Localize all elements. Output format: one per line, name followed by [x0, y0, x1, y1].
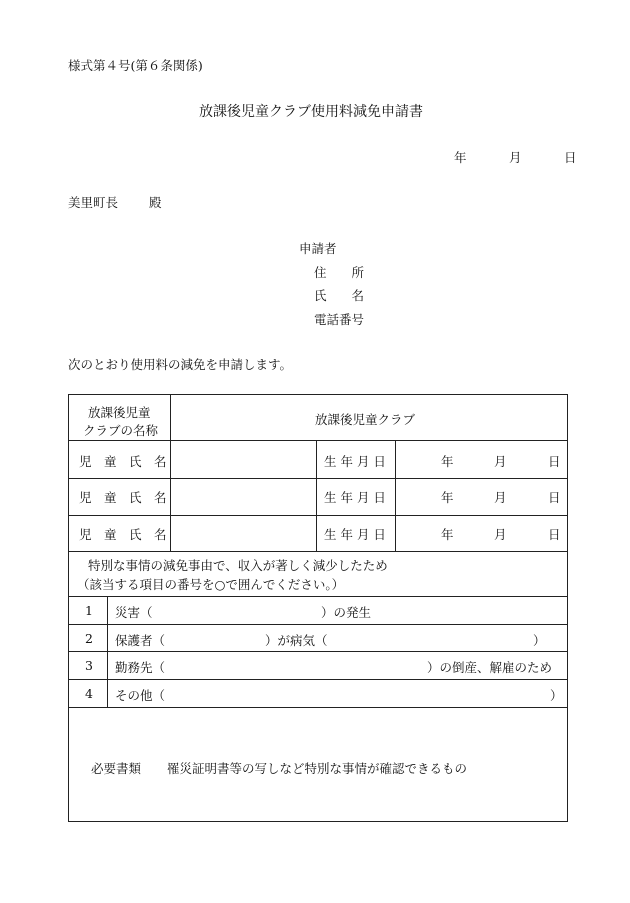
reason-text-end: ） — [533, 633, 546, 648]
name-label: 氏 名 — [314, 288, 365, 303]
date-year: 年 — [454, 150, 467, 165]
application-table — [68, 394, 568, 822]
child-name-label: 児 童 氏 名 — [79, 490, 167, 505]
row-divider — [69, 624, 567, 625]
row-divider — [69, 596, 567, 597]
child-name-label: 児 童 氏 名 — [79, 454, 167, 469]
club-name-label-1: 放課後児童 — [88, 405, 151, 420]
birth-month: 月 — [494, 490, 507, 505]
birth-day: 日 — [548, 527, 561, 542]
documents-text: 罹災証明書等の写しなど特別な事情が確認できるもの — [167, 761, 468, 776]
reason-number: 3 — [85, 658, 93, 673]
reason-number: 4 — [85, 686, 93, 701]
addressee-name: 美里町長 — [68, 195, 119, 210]
reason-line-1: 特別な事情の減免事由で、収入が著しく減少したため — [88, 558, 388, 573]
row-divider — [69, 707, 567, 708]
addressee-honorific: 殿 — [149, 195, 162, 210]
row-divider — [69, 679, 567, 680]
birth-year: 年 — [441, 527, 454, 542]
phone-label: 電話番号 — [314, 312, 365, 327]
reason-text-end: ）の倒産、解雇のため — [427, 660, 553, 675]
birth-day: 日 — [548, 490, 561, 505]
form-number: 様式第４号(第６条関係) — [68, 58, 203, 73]
birth-date-label: 生 年 月 日 — [324, 490, 386, 505]
col-divider — [316, 440, 317, 551]
reason-line-2: （該当する項目の番号を○で囲んでください。） — [77, 577, 345, 592]
reason-text-start: その他（ — [115, 688, 166, 703]
intro-text: 次のとおり使用料の減免を申請します。 — [68, 357, 293, 372]
row-divider — [69, 478, 567, 479]
club-name-label-2: クラブの名称 — [83, 423, 159, 438]
reason-text-start: 勤務先（ — [115, 660, 166, 675]
birth-date-label: 生 年 月 日 — [324, 454, 386, 469]
reason-text-end: ）の発生 — [321, 605, 372, 620]
reason-text-start: 保護者（ — [115, 633, 166, 648]
col-divider — [107, 596, 108, 707]
club-name-value: 放課後児童クラブ — [315, 412, 416, 427]
col-divider — [395, 440, 396, 551]
reason-text-end: ） — [550, 688, 563, 703]
birth-month: 月 — [494, 454, 507, 469]
reason-text-mid: ）が病気（ — [265, 633, 328, 648]
reason-text-start: 災害（ — [115, 605, 153, 620]
row-divider — [69, 440, 567, 441]
birth-day: 日 — [548, 454, 561, 469]
row-divider — [69, 651, 567, 652]
row-divider — [69, 551, 567, 552]
date-day: 日 — [564, 150, 577, 165]
birth-date-label: 生 年 月 日 — [324, 527, 386, 542]
row-divider — [69, 515, 567, 516]
birth-year: 年 — [441, 490, 454, 505]
birth-month: 月 — [494, 527, 507, 542]
date-month: 月 — [509, 150, 522, 165]
col-divider — [170, 395, 171, 551]
documents-label: 必要書類 — [91, 761, 142, 776]
reason-number: 2 — [85, 631, 93, 646]
child-name-label: 児 童 氏 名 — [79, 527, 167, 542]
birth-year: 年 — [441, 454, 454, 469]
address-label: 住 所 — [314, 265, 365, 280]
reason-number: 1 — [85, 603, 93, 618]
page-title: 放課後児童クラブ使用料減免申請書 — [199, 104, 423, 120]
applicant-heading: 申請者 — [299, 241, 337, 256]
